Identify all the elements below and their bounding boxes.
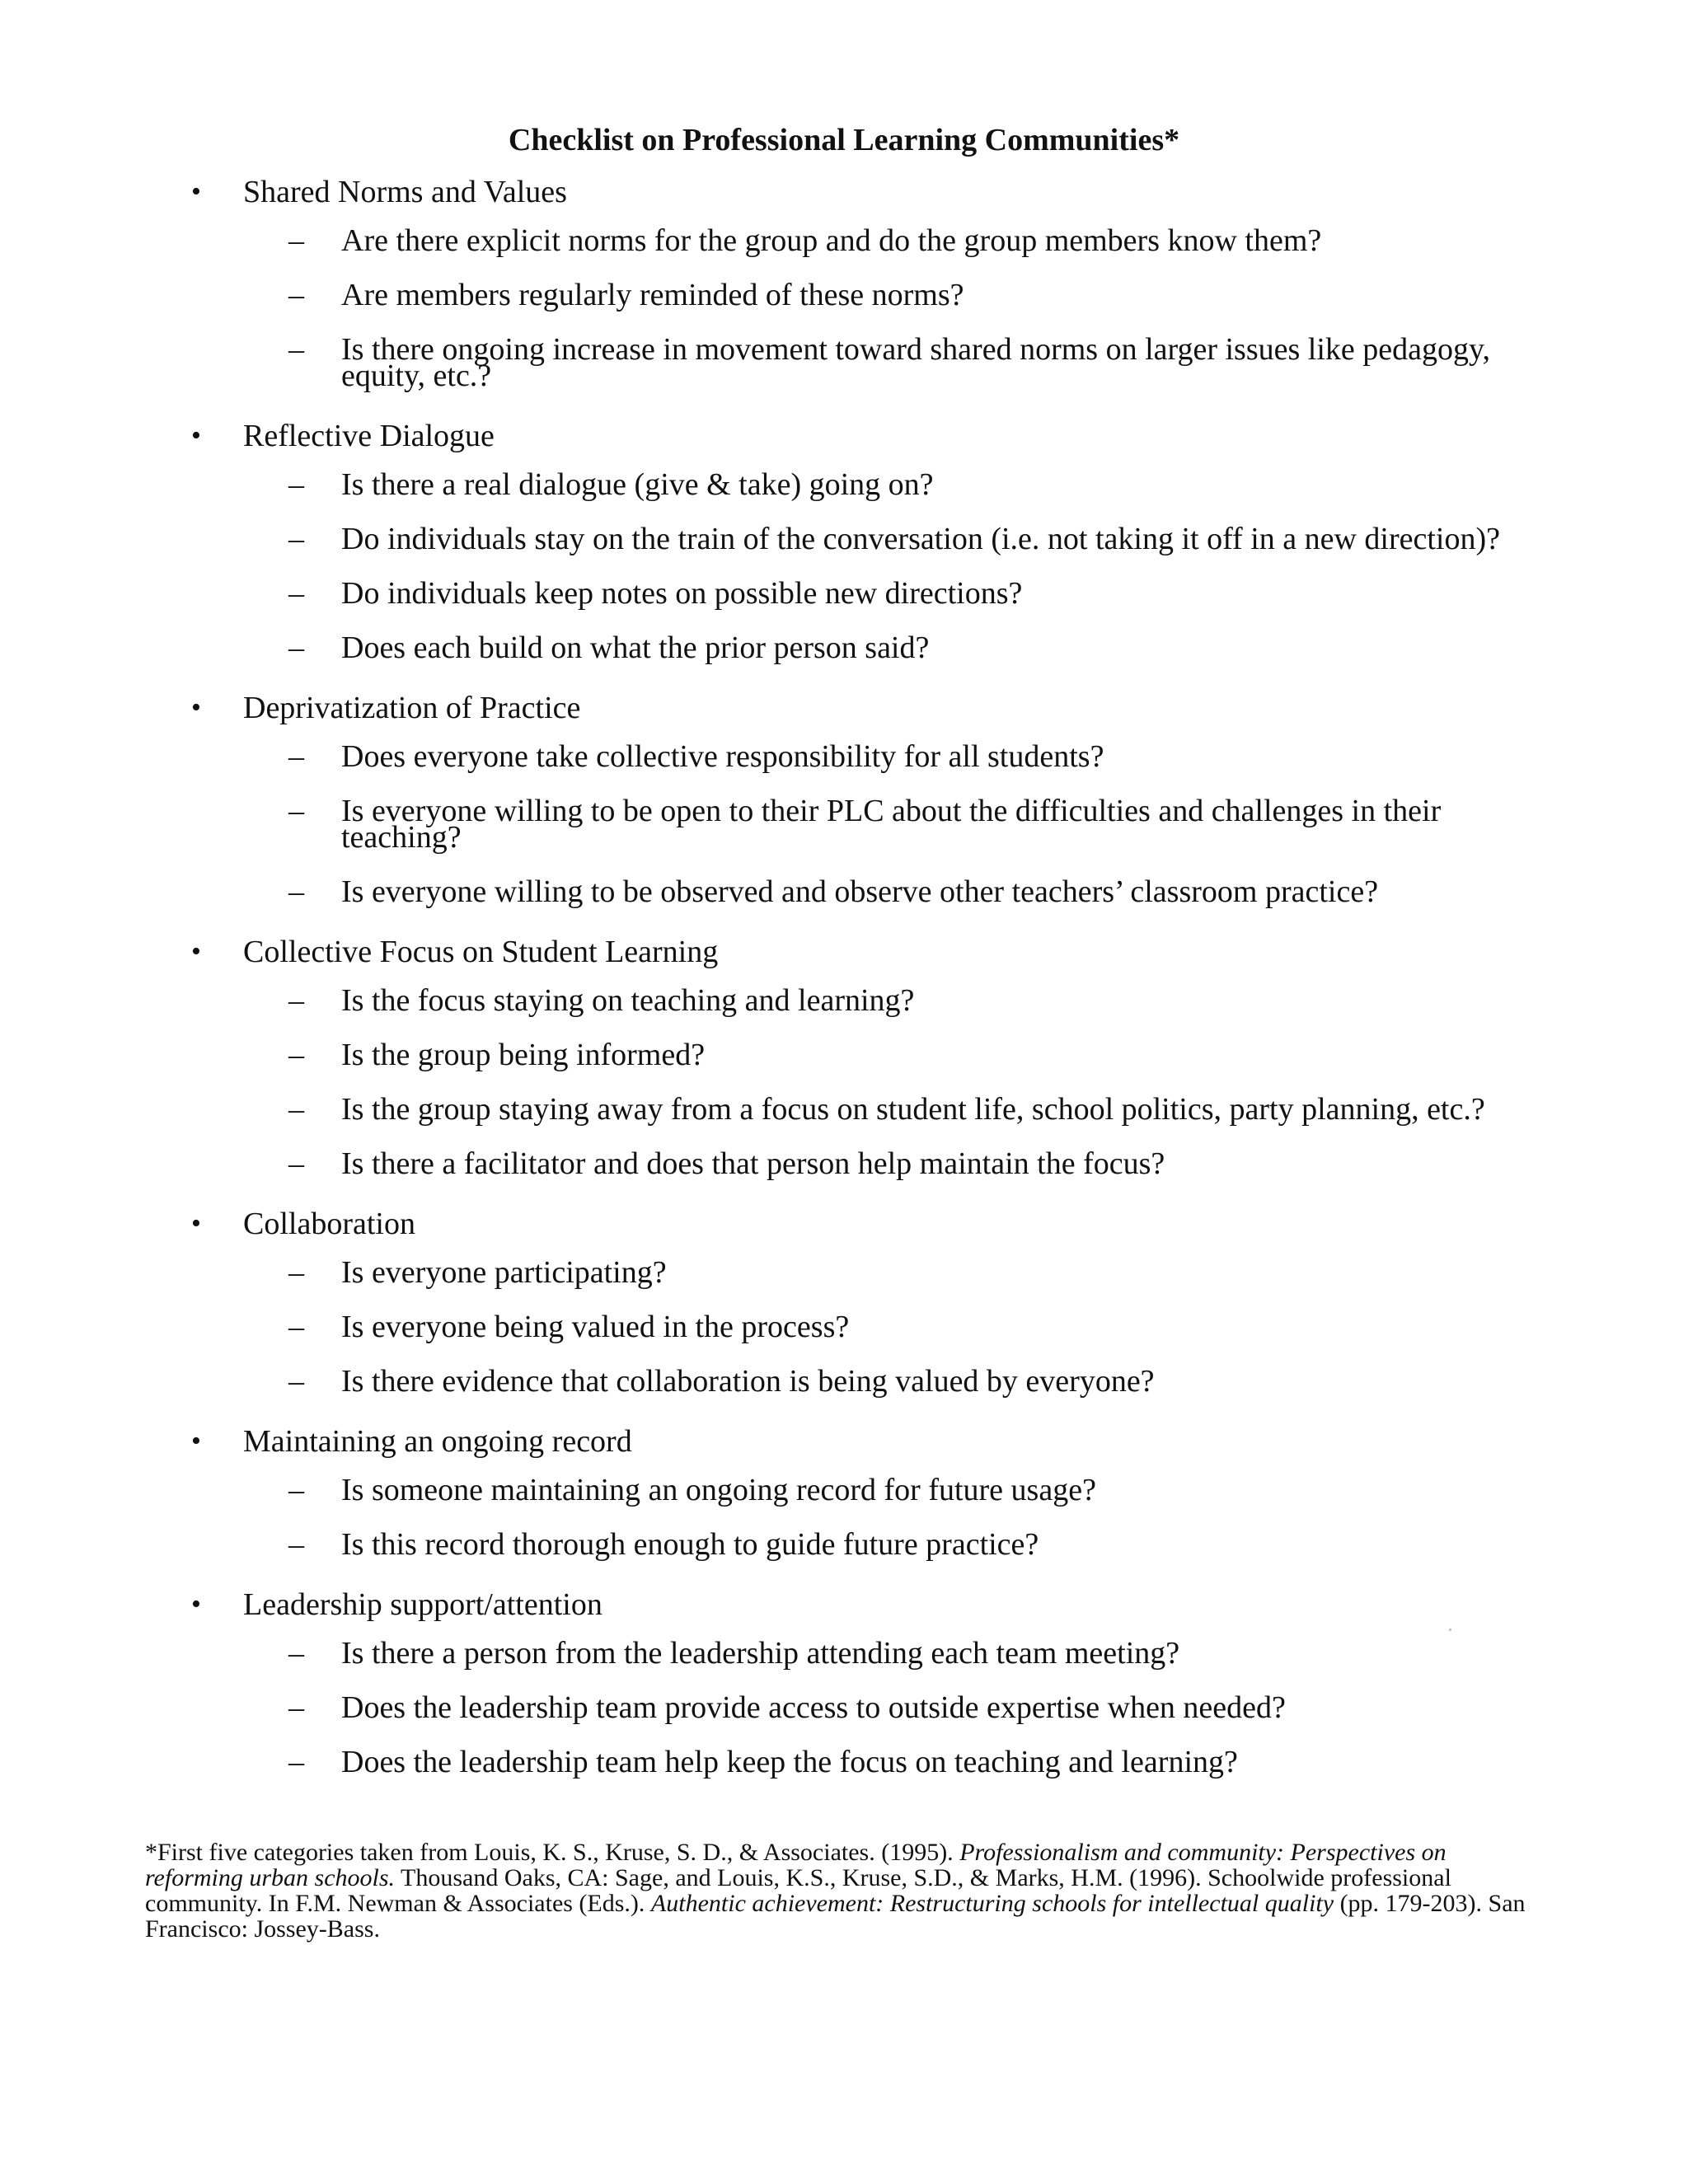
question-text: Is the group staying away from a focus on student life, school politics, party planning, etc.? <box>341 1092 1485 1127</box>
question-text: Are there explicit norms for the group and do the group members know them? <box>341 223 1322 258</box>
bullet-icon: • <box>191 1208 201 1239</box>
question-text: Is there a real dialogue (give & take) going on? <box>341 467 934 502</box>
section-deprivatization <box>0 689 1688 909</box>
question-text: Is this record thorough enough to guide future practice? <box>341 1527 1039 1562</box>
dash-icon: – <box>288 983 304 1018</box>
question-item <box>0 1092 1688 1127</box>
section-label: Reflective Dialogue <box>243 419 495 453</box>
dash-icon: – <box>288 1527 304 1562</box>
question-list <box>0 1473 1688 1562</box>
question-item <box>0 1473 1688 1507</box>
dash-icon: – <box>288 1745 304 1779</box>
question-text: Is there a facilitator and does that person help maintain the focus? <box>341 1146 1165 1181</box>
bullet-icon: • <box>191 1426 201 1456</box>
question-item <box>0 1364 1688 1399</box>
dash-icon: – <box>288 467 304 502</box>
question-list <box>0 467 1688 665</box>
section-label: Collaboration <box>243 1207 415 1241</box>
footnote <box>145 1840 1546 1942</box>
question-text: Does everyone take collective responsibility for all students? <box>341 739 1104 774</box>
question-text: Is someone maintaining an ongoing record for future usage? <box>341 1473 1096 1507</box>
section-reflective-dialogue <box>0 417 1688 665</box>
footnote-text: *First five categories taken from Louis, K. S., Kruse, S. D., & Associates. (1995). <box>145 1839 960 1866</box>
dash-icon: – <box>288 794 304 828</box>
dash-icon: – <box>288 1146 304 1181</box>
question-item <box>0 794 1688 855</box>
bullet-icon: • <box>191 176 201 207</box>
question-item <box>0 1038 1688 1072</box>
section-leadership-support <box>0 1586 1688 1779</box>
checklist <box>0 173 1688 1803</box>
question-text: Do individuals stay on the train of the conversation (i.e. not taking it off in a new direction)? <box>341 522 1500 556</box>
section-label: Collective Focus on Student Learning <box>243 935 719 969</box>
section-heading <box>0 1422 1688 1470</box>
question-item <box>0 739 1688 774</box>
bullet-icon: • <box>191 692 201 723</box>
question-item <box>0 1636 1688 1671</box>
question-list <box>0 1255 1688 1399</box>
question-text: Is there ongoing increase in movement toward shared norms on larger issues like pedagogy, equity, etc.? <box>341 332 1491 393</box>
dash-icon: – <box>288 630 304 665</box>
question-item <box>0 332 1688 393</box>
section-heading <box>0 933 1688 981</box>
dash-icon: – <box>288 1255 304 1290</box>
scan-speck <box>1449 1629 1451 1631</box>
section-heading <box>0 417 1688 465</box>
question-text: Is everyone willing to be open to their PLC about the difficulties and challenges in their teaching? <box>341 794 1442 855</box>
question-text: Do individuals keep notes on possible new directions? <box>341 576 1023 611</box>
dash-icon: – <box>288 223 304 258</box>
question-item <box>0 522 1688 556</box>
section-heading <box>0 173 1688 221</box>
question-list <box>0 223 1688 393</box>
question-list <box>0 1636 1688 1779</box>
bullet-icon: • <box>191 1589 201 1619</box>
page-title: Checklist on Professional Learning Communities* <box>508 123 1180 157</box>
question-item <box>0 1527 1688 1562</box>
question-item <box>0 223 1688 258</box>
question-item <box>0 467 1688 502</box>
section-label: Leadership support/attention <box>243 1587 603 1622</box>
section-heading <box>0 1205 1688 1253</box>
dash-icon: – <box>288 332 304 367</box>
section-ongoing-record <box>0 1422 1688 1562</box>
dash-icon: – <box>288 874 304 909</box>
section-label: Deprivatization of Practice <box>243 691 581 725</box>
section-label: Shared Norms and Values <box>243 175 567 209</box>
question-text: Does the leadership team provide access to outside expertise when needed? <box>341 1690 1286 1725</box>
dash-icon: – <box>288 1364 304 1399</box>
question-text: Are members regularly reminded of these norms? <box>341 278 964 312</box>
question-list <box>0 739 1688 909</box>
footnote-text: (pp. 179-203). San Francisco: Jossey-Bass. <box>145 1890 1526 1943</box>
question-item <box>0 1255 1688 1290</box>
dash-icon: – <box>288 278 304 312</box>
question-item <box>0 630 1688 665</box>
bullet-icon: • <box>191 420 201 451</box>
question-list <box>0 983 1688 1181</box>
question-item <box>0 576 1688 611</box>
section-shared-norms <box>0 173 1688 393</box>
footnote-title-italic: Authentic achievement: Restructuring schools for intellectual quality <box>650 1890 1334 1917</box>
section-heading <box>0 689 1688 737</box>
section-collective-focus <box>0 933 1688 1181</box>
question-text: Is the group being informed? <box>341 1038 706 1072</box>
question-item <box>0 1146 1688 1181</box>
question-text: Is everyone participating? <box>341 1255 667 1290</box>
question-text: Is everyone willing to be observed and observe other teachers’ classroom practice? <box>341 874 1379 909</box>
dash-icon: – <box>288 739 304 774</box>
question-text: Does each build on what the prior person said? <box>341 630 930 665</box>
question-text: Is the focus staying on teaching and learning? <box>341 983 915 1018</box>
question-text: Does the leadership team help keep the focus on teaching and learning? <box>341 1745 1238 1779</box>
question-text: Is everyone being valued in the process? <box>341 1310 850 1344</box>
dash-icon: – <box>288 522 304 556</box>
question-item <box>0 1310 1688 1344</box>
section-label: Maintaining an ongoing record <box>243 1424 632 1459</box>
dash-icon: – <box>288 1310 304 1344</box>
dash-icon: – <box>288 576 304 611</box>
question-item <box>0 1745 1688 1779</box>
dash-icon: – <box>288 1038 304 1072</box>
dash-icon: – <box>288 1092 304 1127</box>
section-heading <box>0 1586 1688 1633</box>
footnote-text: Thousand Oaks, CA: Sage, and Louis, K.S., Kruse, S.D., & Marks, H.M. (1996). Schoolwide professional community. In F.M. Newman & Associates (Eds.). <box>145 1864 1451 1917</box>
dash-icon: – <box>288 1690 304 1725</box>
question-text: Is there evidence that collaboration is being valued by everyone? <box>341 1364 1155 1399</box>
footnote-title-italic: Professionalism and community: Perspectives on reforming urban schools. <box>145 1839 1447 1891</box>
section-collaboration <box>0 1205 1688 1399</box>
dash-icon: – <box>288 1636 304 1671</box>
question-text: Is there a person from the leadership attending each team meeting? <box>341 1636 1180 1671</box>
question-item <box>0 1690 1688 1725</box>
question-item <box>0 874 1688 909</box>
dash-icon: – <box>288 1473 304 1507</box>
question-item <box>0 983 1688 1018</box>
bullet-icon: • <box>191 936 201 967</box>
question-item <box>0 278 1688 312</box>
